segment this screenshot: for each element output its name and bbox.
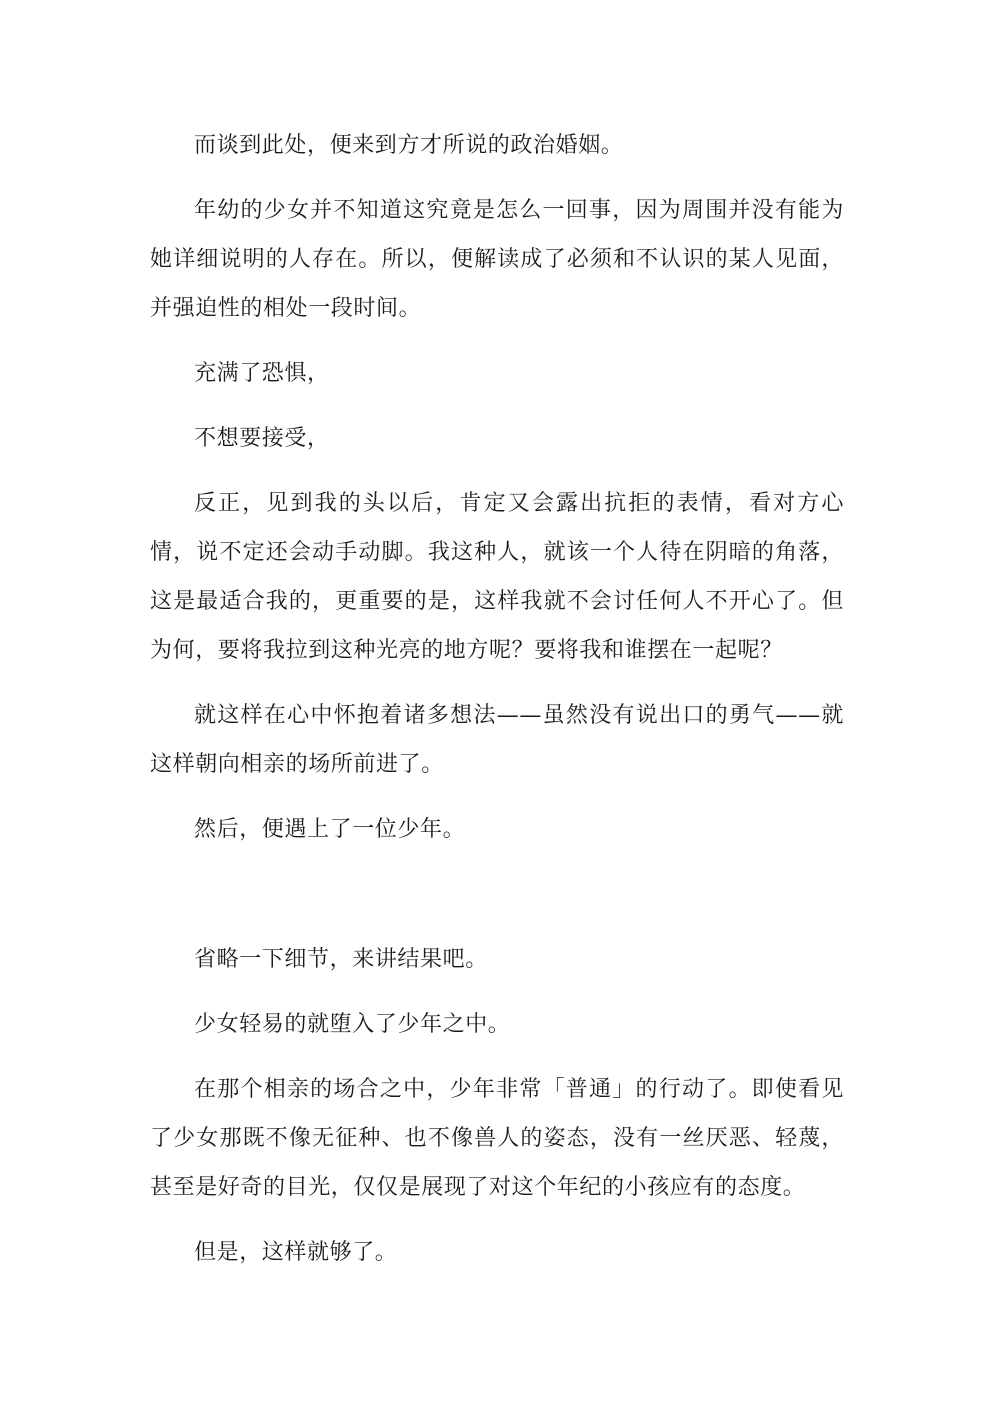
paragraph: 而谈到此处，便来到方才所说的政治婚姻。 bbox=[194, 133, 624, 158]
paragraph: 反正，见到我的头以后，肯定又会露出抗拒的表情，看对方心情，说不定还会动手动脚。我这种人，就该一个人待在阴暗的角落，这是最适合我的，更重要的是，这样我就不会讨任何人不开心了。但为何，要将我拉到这种光亮的地方呢？要将我和谁摆在一起呢？ bbox=[150, 491, 844, 663]
paragraph: 不想要接受， bbox=[194, 426, 330, 451]
paragraph: 充满了恐惧， bbox=[194, 361, 330, 386]
paragraph: 在那个相亲的场合之中，少年非常「普通」的行动了。即使看见了少女那既不像无征种、也不像兽人的姿态，没有一丝厌恶、轻蔑，甚至是好奇的目光，仅仅是展现了对这个年纪的小孩应有的态度。 bbox=[150, 1077, 844, 1200]
paragraph: 就这样在心中怀抱着诸多想法——虽然没有说出口的勇气——就这样朝向相亲的场所前进了。 bbox=[150, 703, 844, 777]
text-body bbox=[150, 121, 844, 1293]
paragraph: 少女轻易的就堕入了少年之中。 bbox=[194, 1012, 511, 1037]
paragraph: 省略一下细节，来讲结果吧。 bbox=[194, 947, 488, 972]
paragraph: 但是，这样就够了。 bbox=[194, 1240, 398, 1265]
paragraph: 然后，便遇上了一位少年。 bbox=[194, 817, 466, 842]
paragraph: 年幼的少女并不知道这究竟是怎么一回事，因为周围并没有能为她详细说明的人存在。所以，便解读成了必须和不认识的某人见面，并强迫性的相处一段时间。 bbox=[150, 198, 844, 321]
section-break bbox=[150, 870, 844, 935]
